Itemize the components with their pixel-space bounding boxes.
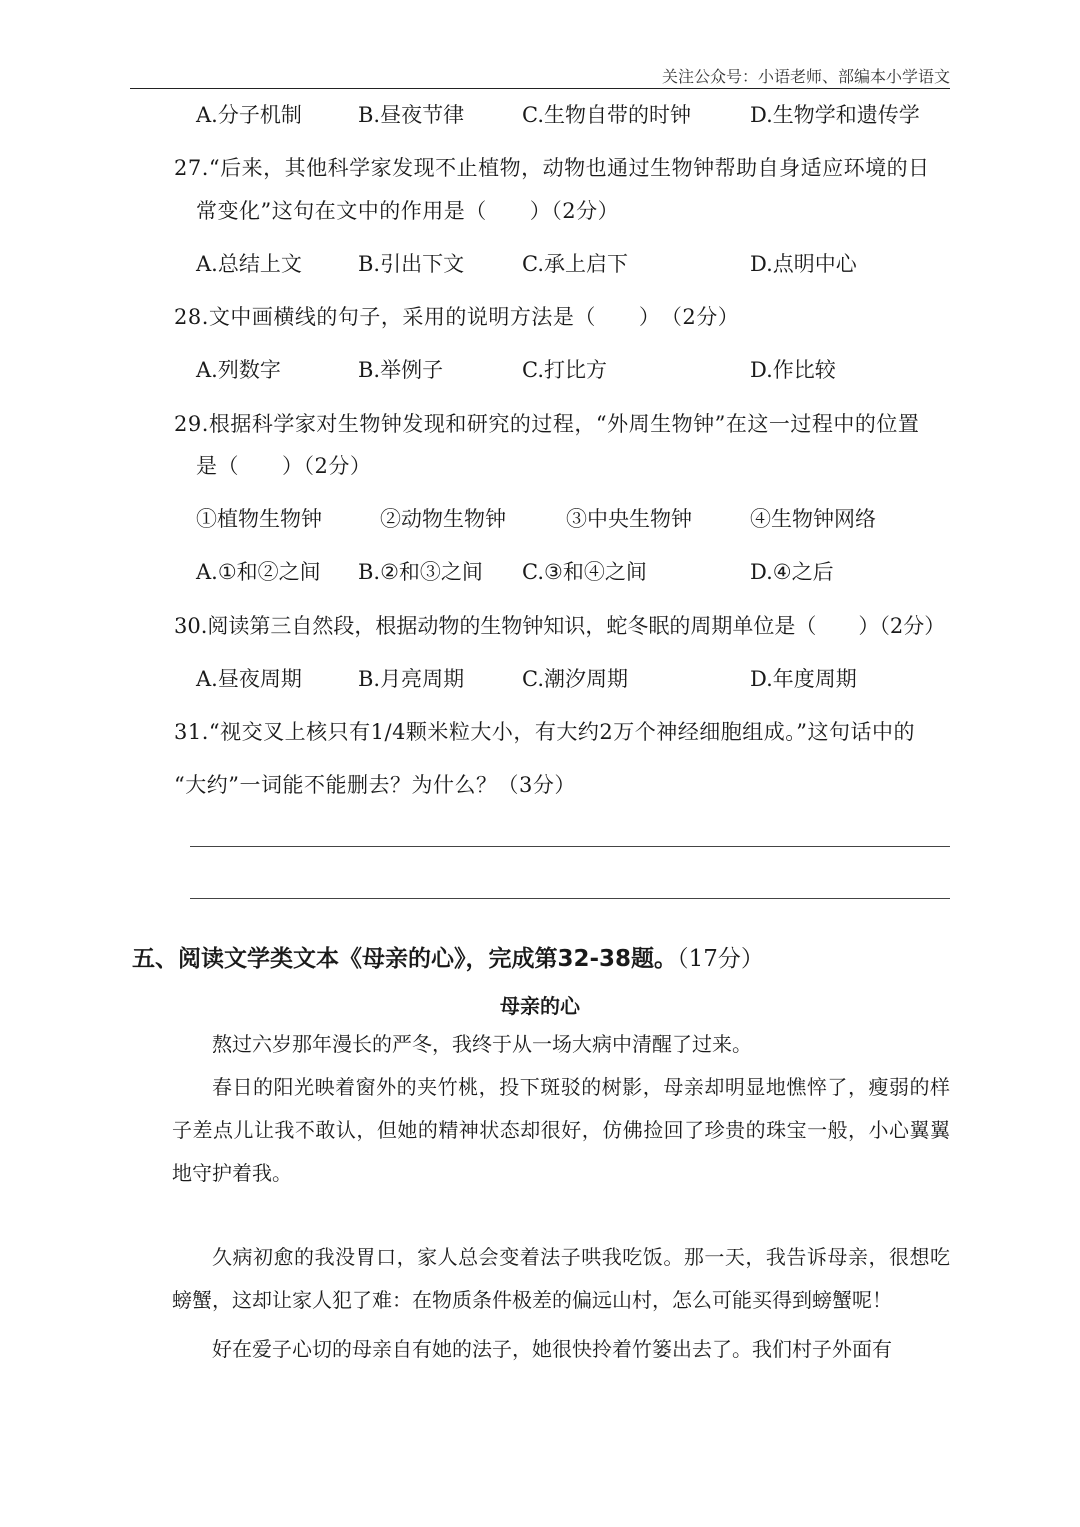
article-paragraph-3: 久病初愈的我没胃口，家人总会变着法子哄我吃饭。那一天，我告诉母亲，很想吃螃蟹，这却让家人犯了难：在物质条件极差的偏远山村，怎么可能买得到螃蟹呢！ [172, 1245, 950, 1312]
article-paragraph-4: 好在爱子心切的母亲自有她的法子，她很快拎着竹篓出去了。我们村子外面有 [212, 1337, 892, 1361]
q29-option-a: A.①和②之间 [196, 560, 321, 584]
q31-answer-line-2 [190, 898, 950, 899]
q26-option-d: D.生物学和遗传学 [750, 103, 920, 127]
q27-option-c: C.承上启下 [522, 252, 628, 276]
q26-option-c: C.生物自带的时钟 [522, 103, 691, 127]
q29-option-c: C.③和④之间 [522, 560, 647, 584]
q29-option-d: D.④之后 [750, 560, 834, 584]
q29-option-b: B.②和③之间 [358, 560, 483, 584]
q30-option-b: B.月亮周期 [358, 667, 465, 691]
q29-item-1: ①植物生物钟 [196, 507, 322, 531]
q28-text: 28.文中画横线的句子，采用的说明方法是（ ） （2分） [174, 305, 740, 329]
q29-item-2: ②动物生物钟 [380, 507, 506, 531]
q26-option-b: B.昼夜节律 [358, 103, 465, 127]
q30-option-a: A.昼夜周期 [196, 667, 302, 691]
q28-option-a: A.列数字 [196, 358, 281, 382]
q28-option-b: B.举例子 [358, 358, 444, 382]
q29-text-line2: 是（ ）（2分） [196, 454, 372, 478]
q31-answer-line-1 [190, 846, 950, 847]
q30-text: 30.阅读第三自然段，根据动物的生物钟知识，蛇冬眠的周期单位是（ ）（2分） [174, 614, 946, 638]
article-paragraph-1: 熬过六岁那年漫长的严冬，我终于从一场大病中清醒了过来。 [212, 1032, 752, 1056]
q28-option-d: D.作比较 [750, 358, 836, 382]
page-header-text: 关注公众号：小语老师、部编本小学语文 [661, 67, 950, 86]
q27-text-line1: 27.“后来，其他科学家发现不止植物，动物也通过生物钟帮助自身适应环境的日 [174, 156, 930, 180]
q27-option-b: B.引出下文 [358, 252, 465, 276]
q27-text-line2: 常变化”这句在文中的作用是（ ）（2分） [196, 199, 620, 223]
header-divider [130, 88, 950, 89]
q26-option-a: A.分子机制 [196, 103, 302, 127]
q27-option-d: D.点明中心 [750, 252, 857, 276]
section-5-title [132, 940, 764, 973]
article-title: 母亲的心 [500, 994, 580, 1018]
q31-text-line1: 31.“视交叉上核只有1/4颗米粒大小，有大约2万个神经细胞组成。”这句话中的 [174, 720, 916, 744]
q27-option-a: A.总结上文 [196, 252, 302, 276]
section-5-points: （17分） [677, 946, 764, 972]
q29-item-3: ③中央生物钟 [566, 507, 692, 531]
article-paragraph-2: 春日的阳光映着窗外的夹竹桃，投下斑驳的树影，母亲却明显地憔悴了，瘦弱的样子差点儿让我不敢认，但她的精神状态却很好，仿佛捡回了珍贵的珠宝一般，小心翼翼地守护着我。 [172, 1075, 950, 1185]
q30-option-d: D.年度周期 [750, 667, 857, 691]
q30-option-c: C.潮汐周期 [522, 667, 628, 691]
section-5-title-text: 五、阅读文学类文本《母亲的心》，完成第32-38题。 [132, 946, 678, 972]
q28-option-c: C.打比方 [522, 358, 607, 382]
q31-text-line2: “大约”一词能不能删去？为什么？（3分） [174, 773, 576, 797]
q29-item-4: ④生物钟网络 [750, 507, 876, 531]
q29-text-line1: 29.根据科学家对生物钟发现和研究的过程，“外周生物钟”在这一过程中的位置 [174, 412, 920, 436]
